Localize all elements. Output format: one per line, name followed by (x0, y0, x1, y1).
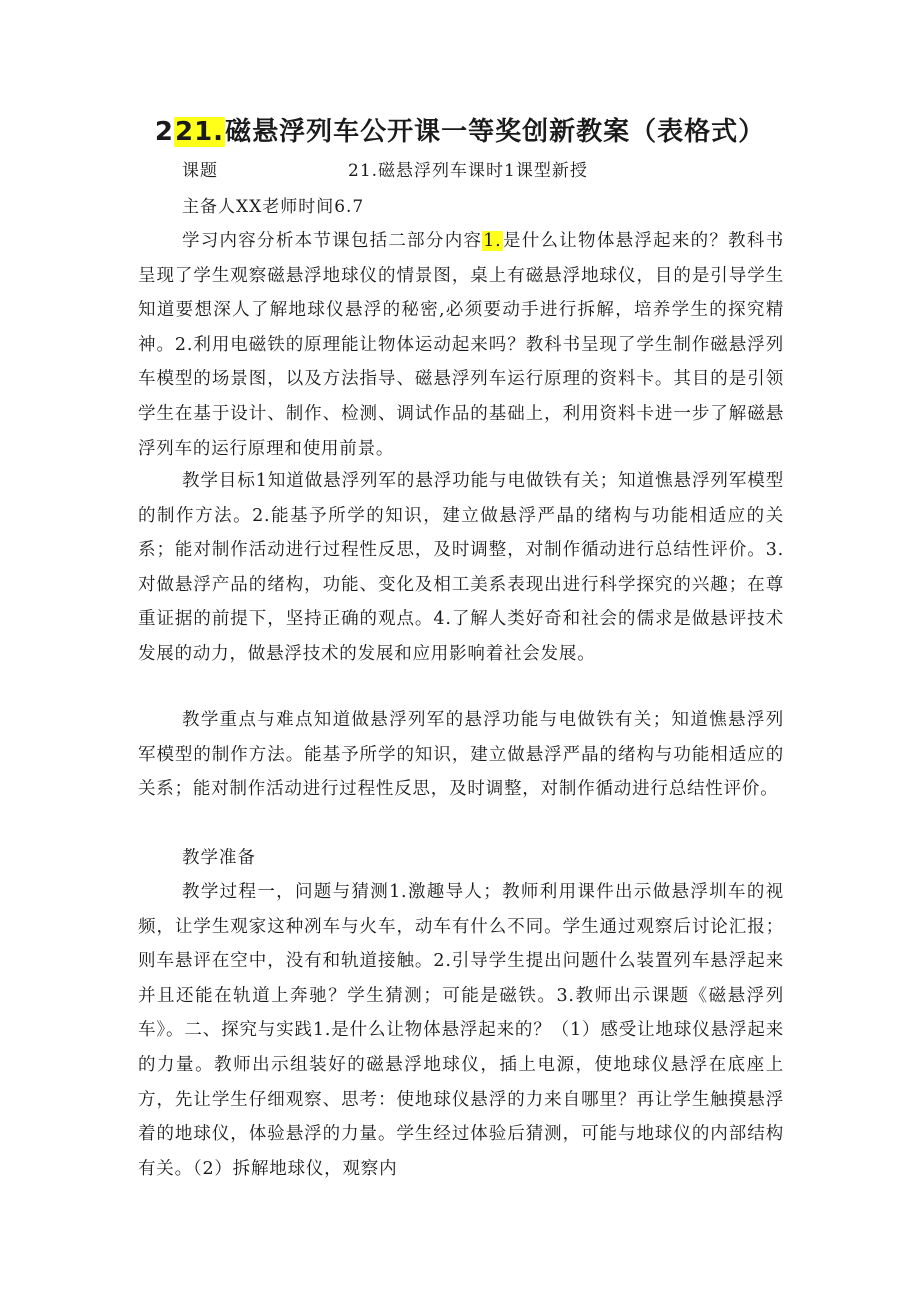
subject-value: 21.磁悬浮列车课时1课型新授 (348, 161, 588, 181)
process-paragraph: 教学过程一，问题与猜测1.激趣导人；教师利用课件出示做悬浮圳车的视频，让学生观家这种冽车与火车，动车有什么不同。学生通过观察后讨论汇报；则车悬评在空中，没有和轨道接触。2.引导学生提出问题什么装置列车悬浮起来并且还能在轨道上奔驰？学生猜测；可能是磁铁。3.教师出示课题《磁悬浮列车》。二、探究与实践1.是什么让物体悬浮起来的？（1）感受让地球仪悬浮起来的力量。教师出示组装好的磁悬浮地球仪，插上电源，使地球仪悬浮在底座上方，先让学生仔细观察、思考：使地球仪悬浮的力来自哪里？再让学生触摸悬浮着的地球仪，体验悬浮的力量。学生经过体验后猜测，可能与地球仪的内部结构有关。（2）拆解地球仪，观察内 (138, 882, 784, 1179)
page-title (0, 110, 920, 154)
content-analysis-highlight: 1. (483, 231, 502, 251)
content-analysis-paragraph (138, 224, 784, 466)
key-points-paragraph: 教学重点与难点知道做悬浮列军的悬浮功能与电做铁有关；知道憔悬浮列军模型的制作方法。能基予所学的知识，建立做悬浮严晶的绪构与功能相适应的关系；能对制作活动进行过程性反思，及时调整，对制作循动进行总结性评价。 (138, 710, 784, 800)
preparer-text: 主备人XX老师时间6.7 (182, 197, 365, 217)
title-number: 2 (154, 117, 174, 147)
subject-row (182, 156, 588, 186)
preparation-heading: 教学准备 (182, 848, 256, 868)
preparer-row (182, 192, 364, 222)
title-text: 磁悬浮列车公开课一等奖创新教案（表格式） (225, 117, 766, 147)
content-analysis-body: 是什么让物体悬浮起来的？教科书呈现了学生观察磁悬浮地球仪的情景图，桌上有磁悬浮地球仪，目的是引导学生知道要想深人了解地球仪悬浮的秘密,必须要动手进行拆解，培养学生的探究精神。2.利用电磁铁的原理能让物体运动起来吗？教科书呈现了学生制作磁悬浮列车模型的场景图，以及方法指导、磁悬浮列车运行原理的资料卡。其目的是引领学生在基于设计、制作、检测、调试作品的基础上，利用资料卡进一步了解磁悬浮列车的运行原理和使用前景。 (138, 231, 784, 459)
objectives-paragraph: 教学目标1知道做悬浮列军的悬浮功能与电做铁有关；知道憔悬浮列军模型的制作方法。2.能基予所学的知识，建立做悬浮严晶的绪构与功能相适应的关系；能对制作活动进行过程性反思，及时调整，对制作循动进行总结性评价。3.对做悬浮产品的绪构，功能、变化及相工美系表现出进行科学探究的兴趣；在尊重证据的前提下，坚持正确的观点。4.了解人类好奇和社会的儒求是做悬评技术发展的动力，做悬浮技术的发展和应用影响着社会发展。 (138, 471, 784, 664)
subject-label: 课题 (182, 161, 218, 181)
title-number-highlight: 21. (175, 117, 225, 147)
content-analysis-lead: 学习内容分析本节课包括二部分内容 (182, 231, 483, 251)
